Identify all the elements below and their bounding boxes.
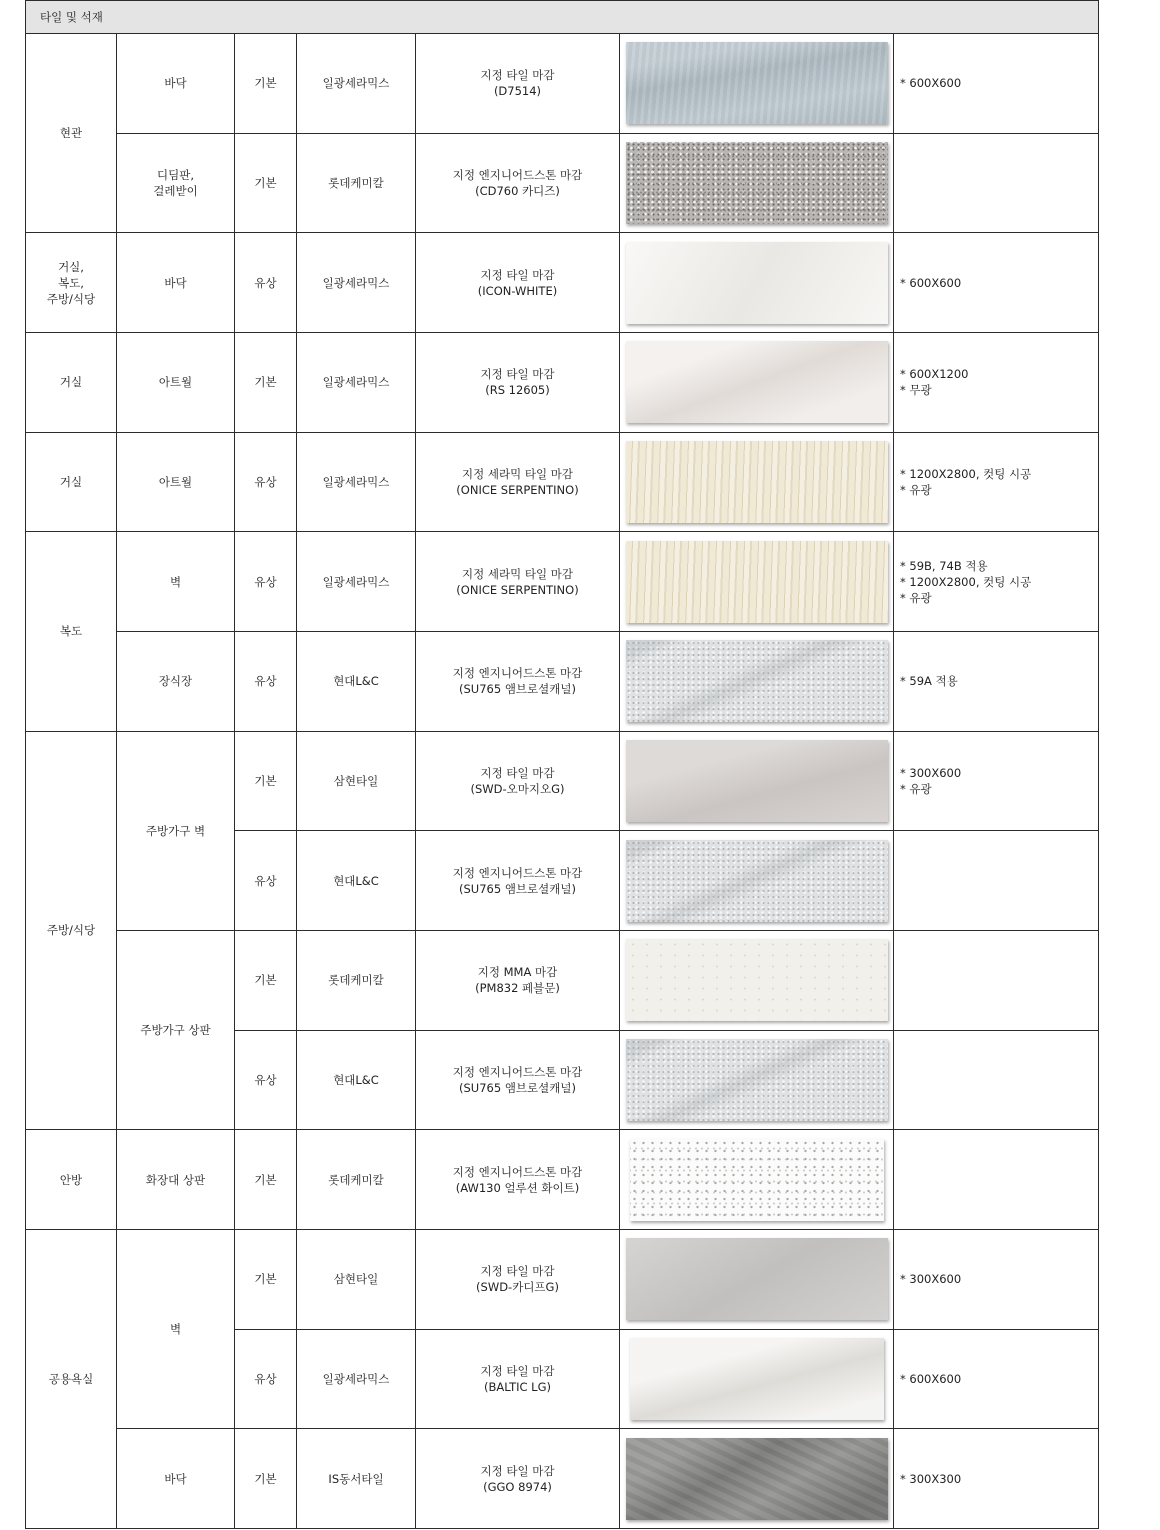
location-cell: 장식장 xyxy=(117,631,235,731)
room-cell: 거실, 복도, 주방/식당 xyxy=(26,233,117,333)
tile-swatch xyxy=(626,1438,888,1520)
note-cell: * 1200X2800, 컷팅 시공 * 유광 xyxy=(894,432,1099,532)
swatch-cell xyxy=(620,133,894,233)
location-cell: 벽 xyxy=(117,532,235,632)
table-row xyxy=(26,233,1099,333)
material-cell: 지정 타일 마감 (GGO 8974) xyxy=(416,1429,620,1529)
location-cell: 바닥 xyxy=(117,1429,235,1529)
swatch-cell xyxy=(620,233,894,333)
material-cell: 지정 엔지니어드스톤 마감 (SU765 앰브로셜캐널) xyxy=(416,631,620,731)
table-row xyxy=(26,930,1099,1030)
location-cell: 바닥 xyxy=(117,34,235,134)
material-cell: 지정 타일 마감 (D7514) xyxy=(416,34,620,134)
mma-swatch xyxy=(626,939,888,1021)
table-row xyxy=(26,133,1099,233)
material-cell: 지정 타일 마감 (ICON-WHITE) xyxy=(416,233,620,333)
table-row xyxy=(26,34,1099,134)
maker-cell: 삼현타일 xyxy=(297,1229,416,1329)
note-cell: * 600X600 xyxy=(894,1329,1099,1429)
tile-swatch xyxy=(626,242,888,324)
table-row xyxy=(26,631,1099,731)
swatch-cell xyxy=(620,1329,894,1429)
room-cell: 거실 xyxy=(26,432,117,532)
maker-cell: 현대L&C xyxy=(297,1030,416,1130)
maker-cell: 롯데케미칼 xyxy=(297,930,416,1030)
note-cell xyxy=(894,1030,1099,1130)
maker-cell: 현대L&C xyxy=(297,631,416,731)
swatch-cell xyxy=(620,1229,894,1329)
swatch-cell xyxy=(620,1030,894,1130)
material-cell: 지정 엔지니어드스톤 마감 (SU765 앰브로셜캐널) xyxy=(416,831,620,931)
type-cell: 기본 xyxy=(235,332,297,432)
material-cell: 지정 타일 마감 (BALTIC LG) xyxy=(416,1329,620,1429)
type-cell: 기본 xyxy=(235,1229,297,1329)
ceramic-tile-swatch xyxy=(626,441,888,523)
location-cell: 주방가구 벽 xyxy=(117,731,235,930)
section-header-row xyxy=(26,1,1099,34)
location-cell: 벽 xyxy=(117,1229,235,1428)
note-cell: * 300X600 * 유광 xyxy=(894,731,1099,831)
material-cell: 지정 엔지니어드스톤 마감 (SU765 앰브로셜캐널) xyxy=(416,1030,620,1130)
location-cell: 디딤판, 걸레받이 xyxy=(117,133,235,233)
room-cell: 거실 xyxy=(26,332,117,432)
material-cell: 지정 타일 마감 (SWD-카디프G) xyxy=(416,1229,620,1329)
note-cell: * 600X600 xyxy=(894,34,1099,134)
table-row xyxy=(26,532,1099,632)
finish-schedule-table xyxy=(25,0,1099,1529)
type-cell: 기본 xyxy=(235,34,297,134)
room-cell: 공용욕실 xyxy=(26,1229,117,1528)
type-cell: 유상 xyxy=(235,1030,297,1130)
material-cell: 지정 엔지니어드스톤 마감 (AW130 얼루션 화이트) xyxy=(416,1130,620,1230)
note-cell: * 300X600 xyxy=(894,1229,1099,1329)
location-cell: 주방가구 상판 xyxy=(117,930,235,1129)
maker-cell: 일광세라믹스 xyxy=(297,432,416,532)
material-cell: 지정 타일 마감 (SWD-오마지오G) xyxy=(416,731,620,831)
material-cell: 지정 세라믹 타일 마감 (ONICE SERPENTINO) xyxy=(416,532,620,632)
swatch-cell xyxy=(620,1429,894,1529)
table-row xyxy=(26,1429,1099,1529)
maker-cell: 롯데케미칼 xyxy=(297,133,416,233)
table-row xyxy=(26,332,1099,432)
tile-swatch xyxy=(626,1238,888,1320)
stone-texture-icon xyxy=(626,42,888,124)
maker-cell: 일광세라믹스 xyxy=(297,34,416,134)
material-cell: 지정 세라믹 타일 마감 (ONICE SERPENTINO) xyxy=(416,432,620,532)
table-row xyxy=(26,432,1099,532)
swatch-cell xyxy=(620,930,894,1030)
material-cell: 지정 MMA 마감 (PM832 페블문) xyxy=(416,930,620,1030)
engineered-stone-swatch xyxy=(626,640,888,722)
type-cell: 기본 xyxy=(235,133,297,233)
note-cell xyxy=(894,831,1099,931)
maker-cell: 일광세라믹스 xyxy=(297,532,416,632)
note-cell: * 59A 적용 xyxy=(894,631,1099,731)
maker-cell: 삼현타일 xyxy=(297,731,416,831)
location-cell: 아트월 xyxy=(117,332,235,432)
note-cell xyxy=(894,133,1099,233)
location-cell: 화장대 상판 xyxy=(117,1130,235,1230)
material-cell: 지정 타일 마감 (RS 12605) xyxy=(416,332,620,432)
engineered-stone-swatch xyxy=(630,1139,884,1221)
engineered-stone-swatch xyxy=(626,1039,888,1121)
type-cell: 유상 xyxy=(235,432,297,532)
engineered-stone-swatch xyxy=(626,142,888,224)
location-cell: 아트월 xyxy=(117,432,235,532)
table-row xyxy=(26,1130,1099,1230)
maker-cell: IS동서타일 xyxy=(297,1429,416,1529)
swatch-cell xyxy=(620,532,894,632)
room-cell: 복도 xyxy=(26,532,117,731)
type-cell: 유상 xyxy=(235,631,297,731)
swatch-cell xyxy=(620,332,894,432)
room-cell: 현관 xyxy=(26,34,117,233)
note-cell xyxy=(894,930,1099,1030)
swatch-cell xyxy=(620,34,894,134)
note-cell xyxy=(894,1130,1099,1230)
maker-cell: 일광세라믹스 xyxy=(297,332,416,432)
table-row xyxy=(26,731,1099,831)
tile-swatch xyxy=(626,740,888,822)
material-cell: 지정 엔지니어드스톤 마감 (CD760 카디즈) xyxy=(416,133,620,233)
swatch-cell xyxy=(620,432,894,532)
note-cell: * 600X600 xyxy=(894,233,1099,333)
type-cell: 기본 xyxy=(235,1429,297,1529)
note-cell: * 59B, 74B 적용 * 1200X2800, 컷팅 시공 * 유광 xyxy=(894,532,1099,632)
tile-swatch xyxy=(626,341,888,423)
type-cell: 유상 xyxy=(235,1329,297,1429)
room-cell: 주방/식당 xyxy=(26,731,117,1130)
tile-swatch xyxy=(630,1338,884,1420)
note-cell: * 300X300 xyxy=(894,1429,1099,1529)
type-cell: 기본 xyxy=(235,930,297,1030)
maker-cell: 현대L&C xyxy=(297,831,416,931)
type-cell: 기본 xyxy=(235,1130,297,1230)
type-cell: 기본 xyxy=(235,731,297,831)
table-row xyxy=(26,1229,1099,1329)
type-cell: 유상 xyxy=(235,831,297,931)
type-cell: 유상 xyxy=(235,532,297,632)
swatch-cell xyxy=(620,631,894,731)
maker-cell: 일광세라믹스 xyxy=(297,233,416,333)
swatch-cell xyxy=(620,1130,894,1230)
section-title: 타일 및 석재 xyxy=(26,1,1099,34)
maker-cell: 일광세라믹스 xyxy=(297,1329,416,1429)
note-cell: * 600X1200 * 무광 xyxy=(894,332,1099,432)
ceramic-tile-swatch xyxy=(626,541,888,623)
swatch-cell xyxy=(620,731,894,831)
engineered-stone-swatch xyxy=(626,840,888,922)
type-cell: 유상 xyxy=(235,233,297,333)
location-cell: 바닥 xyxy=(117,233,235,333)
maker-cell: 롯데케미칼 xyxy=(297,1130,416,1230)
room-cell: 안방 xyxy=(26,1130,117,1230)
swatch-cell xyxy=(620,831,894,931)
